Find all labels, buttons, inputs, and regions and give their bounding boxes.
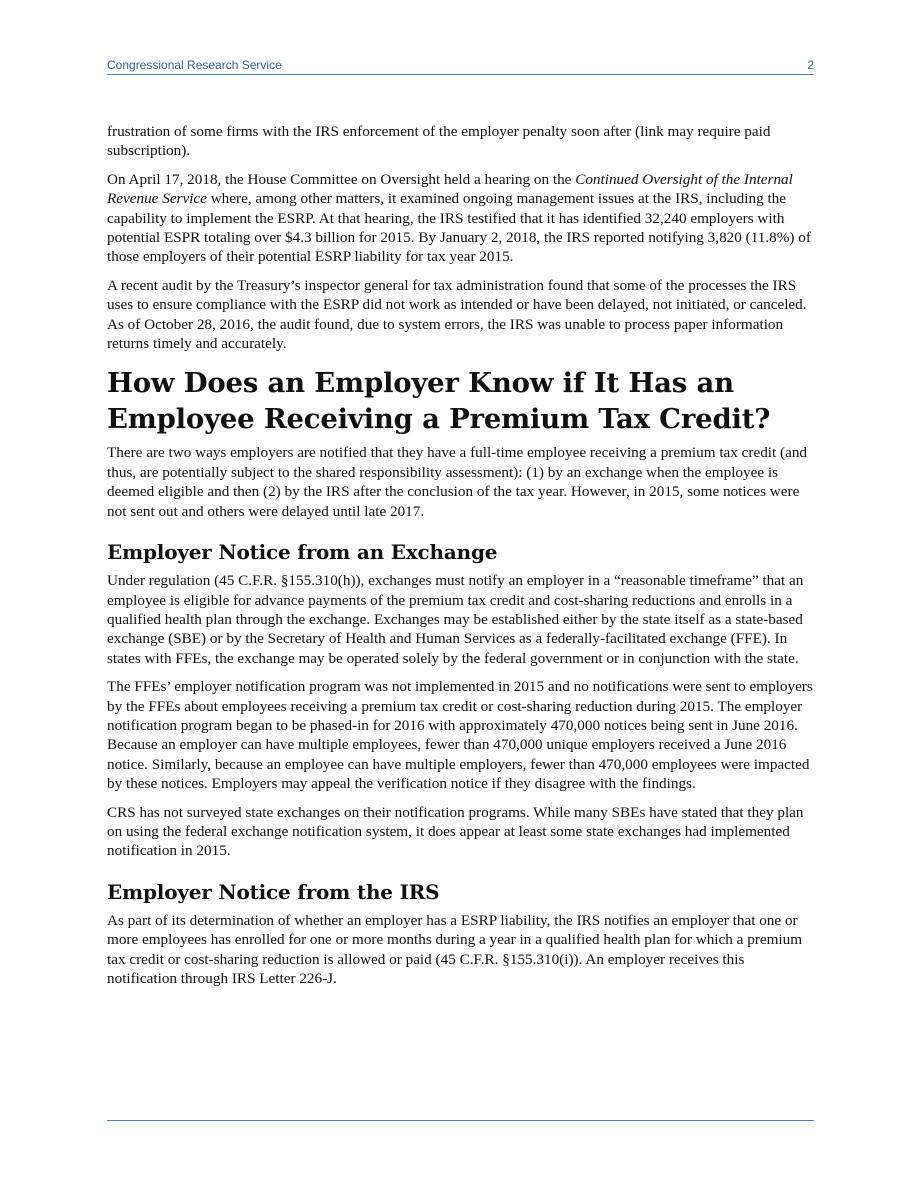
paragraph-1: frustration of some firms with the IRS enforcement of the employer penalty soon after (link may require paid subscription). (107, 123, 771, 160)
paragraph-6: The FFEs’ employer notification program was not implemented in 2015 and no notifications were sent to employers by the FFEs about employees receiving a premium tax credit or cost-sharing reduction during 2015. The employer notification program began to be phased-in for 2016 with approximately 470,000 notices being sent in June 2016. Because an employer can have multiple employees, fewer than 470,000 unique employers received a June 2016 notice. Similarly, because an employee can have multiple employers, fewer than 470,000 employees were impacted by these notices. Employers may appeal the verification notice if they disagree with the findings. (107, 678, 813, 793)
paragraph-2-text-b: where, among other matters, it examined ongoing management issues at the IRS, including the capability to implement the ESRP. At that hearing, the IRS testified that it has identified 32,240 employers with potential ESPR totaling over $4.3 billion for 2015. By January 2, 2018, the IRS reported notifying 3,820 (11.8%) of those employers of their potential ESRP liability for tax year 2015. (107, 190, 811, 266)
header-page-number: 2 (807, 58, 814, 72)
paragraph-7: CRS has not surveyed state exchanges on their notification programs. While many SBEs have stated that they plan on using the federal exchange notification system, it does appear at least some state exchanges had implemented notification in 2015. (107, 803, 804, 860)
page-body (107, 122, 814, 997)
page-header (107, 58, 814, 72)
footer-rule (107, 1120, 814, 1121)
subsection-heading-irs: Employer Notice from the IRS (107, 879, 440, 904)
section-heading: How Does an Employer Know if It Has an Employee Receiving a Premium Tax Credit? (107, 367, 771, 436)
subsection-heading-exchange: Employer Notice from an Exchange (107, 540, 498, 565)
paragraph-3: A recent audit by the Treasury’s inspector general for tax administration found that some of the processes the IRS uses to ensure compliance with the ESRP did not work as intended or have been delayed, not initiated, or canceled. As of October 28, 2016, the audit found, due to system errors, the IRS was unable to process paper information returns timely and accurately. (107, 276, 807, 353)
paragraph-2-text-a: On April 17, 2018, the House Committee on Oversight held a hearing on the (107, 170, 576, 188)
paragraph-8: As part of its determination of whether an employer has a ESRP liability, the IRS notifies an employer that one or more employees has enrolled for one or more months during a year in a qualified health plan for which a premium tax credit or cost-sharing reduction is allowed or paid (45 C.F.R. §155.310(i)). An employer receives this notification through IRS Letter 226-J. (107, 911, 803, 987)
paragraph-2 (107, 170, 814, 267)
header-rule (107, 74, 814, 75)
paragraph-4: There are two ways employers are notified that they have a full-time employee receiving a premium tax credit (and thus, are potentially subject to the shared responsibility assessment): (1) by an exchange when the employee is deemed eligible and then (2) by the IRS after the conclusion of the tax year. However, in 2015, some notices were not sent out and others were delayed until late 2017. (107, 444, 808, 520)
header-source: Congressional Research Service (107, 58, 282, 72)
hearing-title: Continued Oversight of the Internal Revenue Service (107, 170, 793, 208)
paragraph-5: Under regulation (45 C.F.R. §155.310(h)), exchanges must notify an employer in a “reasonable timeframe” that an employee is eligible for advance payments of the premium tax credit and cost-sharing reductions and enrolls in a qualified health plan through the exchange. Exchanges may be established either by the state itself as a state-based exchange (SBE) or by the Secretary of Health and Human Services as a federally-facilitated exchange (FFE). In states with FFEs, the exchange may be operated solely by the federal government or in conjunction with the state. (107, 572, 804, 667)
